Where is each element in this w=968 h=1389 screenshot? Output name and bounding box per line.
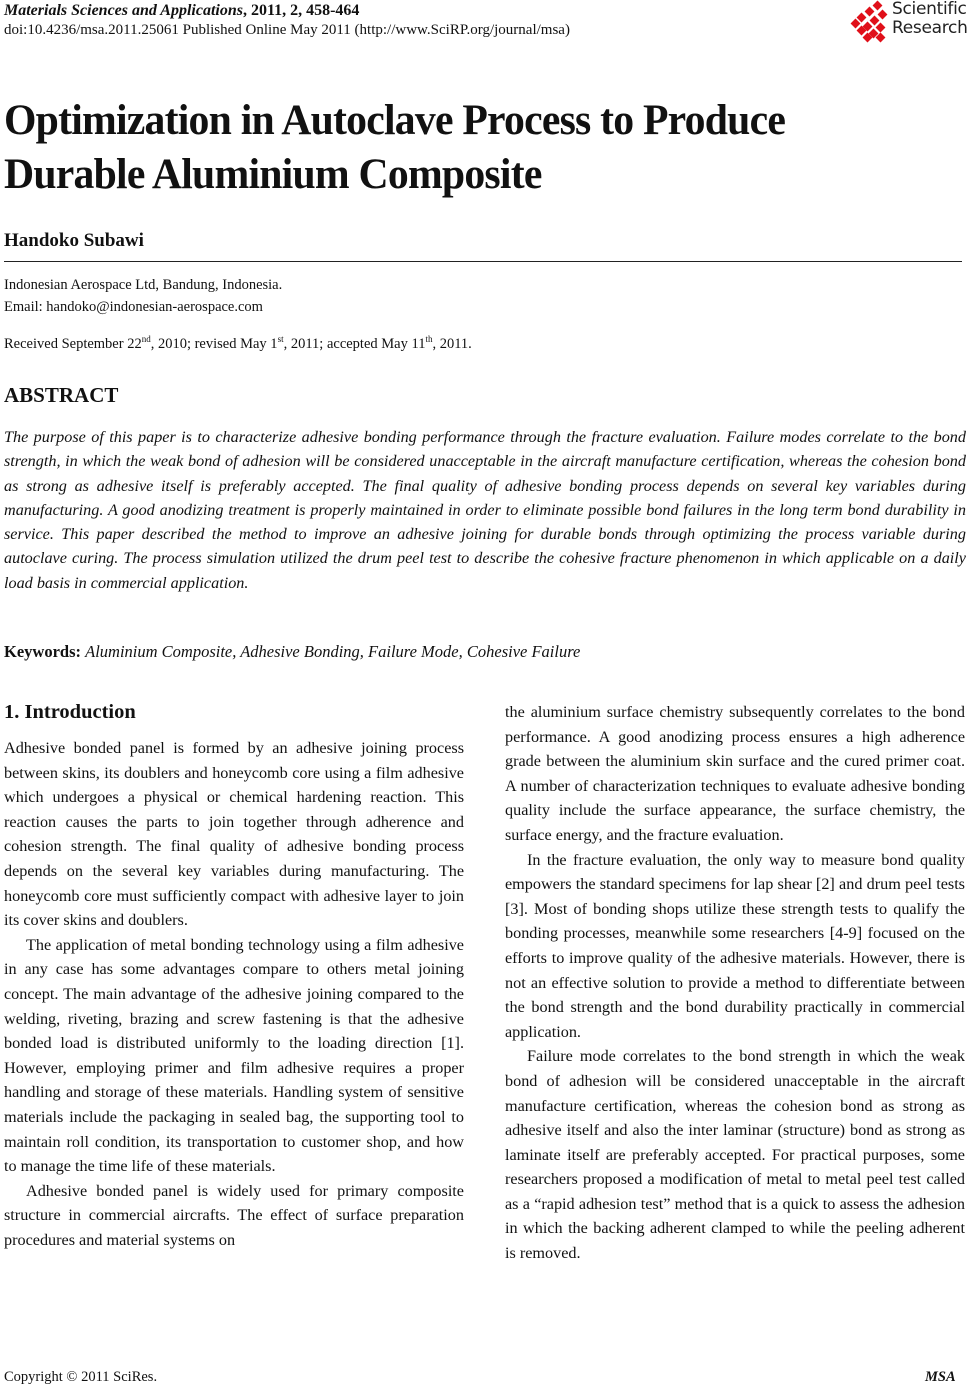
ordinal-suffix: nd: [141, 334, 151, 344]
affiliation: Indonesian Aerospace Ltd, Bandung, Indonesia.: [4, 277, 283, 293]
paper-title: [4, 94, 935, 202]
keyword-separator: ,: [232, 642, 241, 661]
abstract-text: The purpose of this paper is to characterize adhesive bonding performance through the fracture evaluation. Failure modes correlate to the bond strength, in which the weak bond of adhesion will be considered unacceptable in the aircraft manufacture certification, whereas the cohesion bond as strong as adhesive itself is preferably accepted. The final quality of adhesive bonding process depends on several key variables during manufacturing. A good anodizing treatment is properly maintained in order to eliminate possible bond failures in the long term bond durability in service. This paper described the method to improve an adhesive joining for durable bonds through optimizing the process variable during autoclave curing. The process simulation utilized the drum peel test to describe the cohesive fracture phenomenon in which applicable on a daily load basis in commercial application.: [4, 428, 966, 592]
logo-text: [892, 0, 968, 38]
keyword: Adhesive Bonding: [240, 642, 360, 661]
right-column: [505, 700, 965, 1266]
keyword-separator: ,: [359, 642, 369, 661]
journal-abbreviation: MSA: [925, 1369, 956, 1385]
left-column: [4, 736, 464, 1252]
keyword: Aluminium Composite: [85, 642, 233, 661]
abstract-heading: ABSTRACT: [4, 383, 119, 407]
paragraph: the aluminium surface chemistry subsequently correlates to the bond performance. A good anodizing process ensures a high adherence grade between the aluminium skin surface and the cured primer coat. A number of characterization techniques to evaluate adhesive bonding quality include the surface appearance, the surface chemistry, the surface energy, and the fracture evaluation.: [505, 703, 965, 844]
paragraph: Adhesive bonded panel is widely used for primary composite structure in commercial aircrafts. The effect of surface preparation procedures and material systems on: [4, 1181, 464, 1249]
affiliation-block: [4, 274, 282, 318]
copyright-notice: Copyright © 2011 SciRes.: [4, 1369, 158, 1385]
ordinal-suffix: st: [277, 334, 284, 344]
scientific-research-logo-icon: [850, 2, 890, 40]
author-divider: [4, 261, 962, 262]
keywords: [4, 642, 580, 662]
received-text: Received September 22: [4, 336, 142, 352]
doi-line: doi:10.4236/msa.2011.25061 Published Online May 2011 (http://www.SciRP.org/journal/msa): [4, 22, 570, 38]
ordinal-suffix: th: [425, 334, 433, 344]
title-line-1: Optimization in Autoclave Process to Produce: [4, 97, 786, 144]
paragraph: The application of metal bonding technology using a film adhesive in any case has some advantages compare to others metal joining concept. The main advantage of the adhesive joining compared to the welding, riveting, brazing and screw fastening is that the adhesive bonded load is distributed uniformly to the loading direction [1]. However, employing primer and film adhesive requires a proper handling and storage of these materials. Handling system of sensitive materials include the packaging in sealed bag, the supporting tool to maintain roll condition, its transportation to customer shop, and how to manage the time life of these materials.: [4, 935, 464, 1176]
journal-name: Materials Sciences and Applications: [4, 2, 243, 19]
paragraph: Failure mode correlates to the bond strength in which the weak bond of adhesion will be considered unacceptable in the aircraft manufacture certification, whereas the cohesion bond as strong as adhesive itself and also the inter laminar (structure) bond as strong as laminate itself are preferably accepted. For practical purposes, some researchers proposed a modification of metal to metal peel test called as a “rapid adhesion test” method that is a quick to assess the adhesion in which the backing adherent clamped to while the peeling adherent is removed.: [505, 1047, 965, 1263]
keyword-separator: ,: [458, 642, 467, 661]
accepted-text: , 2011; accepted May 11: [283, 336, 426, 352]
abstract-body: [4, 425, 966, 595]
revised-text: , 2010; revised May 1: [150, 336, 278, 352]
keyword: Failure Mode: [368, 642, 459, 661]
keywords-label: Keywords: [4, 642, 76, 661]
section-heading-introduction: 1. Introduction: [4, 701, 136, 723]
received-dates: [4, 336, 472, 353]
accepted-year: , 2011.: [432, 336, 472, 352]
keywords-colon: :: [75, 642, 86, 661]
journal-citation: [4, 2, 359, 20]
paragraph: Adhesive bonded panel is formed by an adhesive joining process between skins, its doublers and honeycomb core using a film adhesive which undergoes a physical or chemical hardening reaction. This reaction causes the parts to join together through adherence and cohesion strength. The final quality of adhesive bonding process depends on the several key variables during manufacturing. The honeycomb core must sufficiently compact with adhesive layer to join its cover skins and doublers.: [4, 739, 464, 930]
author-name: Handoko Subawi: [4, 230, 144, 251]
logo-line-2: Research: [892, 18, 968, 38]
paragraph: In the fracture evaluation, the only way to measure bond quality empowers the standard specimens for lap shear [2] and drum peel tests [3]. Most of bonding shops utilize these strength tests to qualify the bonding processes, meanwhile some researchers [4-9] focused on the efforts to improve quality of the adhesive materials. However, there is not an effective solution to provide a method to differentiate between the bond strength and the bond durability practically in commercial application.: [505, 850, 965, 1041]
logo-line-1: Scientific: [892, 0, 967, 19]
author-email[interactable]: Email: handoko@indonesian-aerospace.com: [4, 299, 263, 315]
publisher-logo: [846, 0, 968, 44]
keyword: Cohesive Failure: [466, 642, 581, 661]
title-line-2: Durable Aluminium Composite: [4, 151, 542, 198]
journal-volume: , 2011, 2, 458-464: [242, 2, 360, 19]
